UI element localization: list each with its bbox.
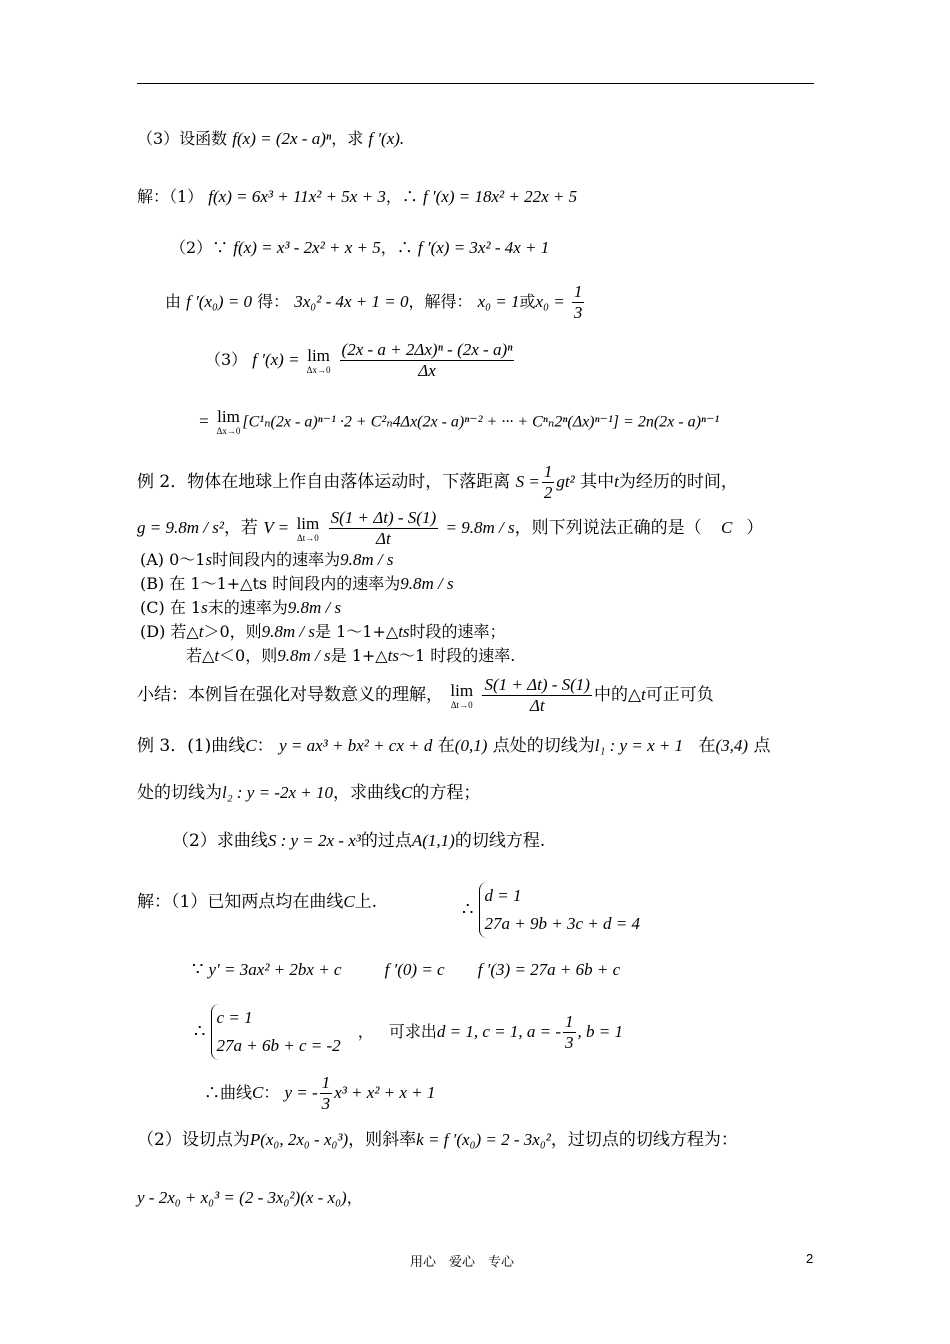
formula: f ′(0) = c (384, 960, 445, 979)
limit-operator (217, 408, 241, 436)
equation: c = 1 (216, 1008, 253, 1027)
formula: t (614, 472, 619, 491)
example-3-line-2 (137, 781, 480, 805)
summary-line (137, 675, 714, 716)
formula: (0,1) (454, 736, 488, 755)
formula: C (343, 892, 355, 911)
formula: , b = 1 (577, 1022, 623, 1041)
formula: f(x) = (2x - a)ⁿ (232, 129, 332, 148)
numerator: 1 (573, 282, 583, 301)
formula: y - 2x₀ + x₀³ = (2 - 3x₀²)(x - x₀) (137, 1188, 347, 1207)
fraction (482, 675, 591, 716)
fraction (329, 508, 438, 549)
page-footer: 用心 爱心 专心 (410, 1255, 515, 1270)
formula: = (198, 411, 210, 431)
example-2-line-2 (137, 508, 763, 549)
formula: ts (387, 646, 399, 665)
curve-result-line (204, 1073, 435, 1114)
text: 的过点 (360, 831, 412, 851)
text: 时间段内的速率为 (212, 550, 341, 569)
system-1 (462, 882, 640, 938)
formula: 9.8m / s (287, 598, 342, 617)
text: 上. (354, 892, 378, 912)
therefore-symbol: ∴ (462, 899, 474, 920)
fraction (572, 282, 585, 323)
formula: x³ + x² + x + 1 (334, 1083, 436, 1102)
fraction (563, 1012, 576, 1053)
lim: lim (307, 345, 330, 365)
option-c (140, 598, 341, 618)
text: 处的切线为 (137, 783, 222, 803)
equation-system (479, 882, 640, 938)
text: 点 (753, 736, 771, 756)
equation: 27a + 9b + 3c + d = 4 (484, 914, 640, 933)
denominator: Δt (376, 529, 391, 548)
lim-subscript: Δx→0 (216, 426, 241, 436)
text: 解：（1）已知两点均在曲线 (137, 892, 344, 912)
problem-3-line (137, 127, 404, 151)
answer: C (721, 518, 733, 537)
numerator: 1 (565, 1011, 574, 1031)
formula: S = (515, 472, 540, 491)
formula: C (252, 1083, 264, 1102)
formula: 9.8m / s (277, 646, 331, 665)
header-rule (137, 83, 814, 84)
formula: s (205, 550, 213, 569)
equation: 27a + 6b + c = -2 (216, 1036, 341, 1055)
numerator: 1 (543, 462, 553, 481)
tangent-equation-line (137, 1186, 363, 1210)
fraction (320, 1073, 333, 1114)
denominator: Δx (418, 361, 436, 380)
numerator: (2x - a + 2Δx)ⁿ - (2x - a)ⁿ (341, 340, 513, 359)
text: ，若 (223, 518, 258, 538)
formula: 9.8m / s (400, 574, 454, 593)
lim: lim (296, 513, 320, 533)
formula: g = 9.8m / s² (137, 518, 224, 537)
formula: y = ax³ + bx² + cx + d (279, 736, 433, 755)
text: ，∴ (385, 187, 418, 206)
text: （2）设切点为 (137, 1130, 250, 1150)
formula: k = f ′(x₀) = 2 - 3x₀² (416, 1130, 551, 1149)
text: ＜0，则 (219, 646, 278, 665)
example-3-line-1 (137, 734, 771, 758)
text: 解：（1） (137, 187, 204, 206)
formula: f ′(x). (368, 129, 405, 148)
formula: C (245, 736, 257, 755)
formula: l₂ : y = -2x + 10 (222, 783, 333, 802)
formula: f ′(x) = 18x² + 22x + 5 (422, 187, 578, 206)
text: ： (256, 736, 274, 756)
text: 为经历的时间， (618, 472, 738, 492)
text: 由 (165, 292, 182, 311)
formula: C (401, 783, 413, 802)
lim-subscript: Δt→0 (450, 699, 473, 710)
text: （3） (205, 350, 248, 369)
formula: f ′(x) = (252, 350, 300, 369)
formula: gt² (556, 472, 575, 491)
numerator: S(1 + Δt) - S(1) (330, 508, 437, 527)
option-a (140, 550, 394, 570)
fraction (542, 462, 555, 503)
formula: s (201, 598, 208, 617)
text: (D) 若△ (140, 622, 199, 641)
text: 其中 (580, 472, 615, 492)
example-2-line-1 (137, 462, 738, 503)
formula: S : y = 2x - x³ (267, 831, 361, 850)
text: ， (357, 1022, 374, 1041)
text: ，则斜率 (348, 1130, 417, 1150)
formula: x₀ = 1 (477, 292, 520, 311)
text: (C) 在 1 (140, 598, 202, 617)
solution-1-line (137, 185, 577, 209)
formula: y = - (284, 1083, 318, 1102)
text: ，过切点的切线方程为： (550, 1130, 738, 1150)
formula: f ′(x₀) = 0 (186, 292, 253, 311)
text: ） (746, 518, 764, 538)
lim: lim (217, 407, 240, 426)
numerator: S(1 + Δt) - S(1) (484, 675, 590, 694)
text: ，求 (331, 129, 364, 148)
text: （2）∵ (170, 238, 229, 257)
formula: 9.8m / s (340, 550, 394, 569)
text: 时段的速率； (409, 622, 506, 641)
text: 得： (257, 292, 290, 311)
formula: d = 1, c = 1, a = - (436, 1022, 562, 1041)
formula: A(1,1) (411, 831, 455, 850)
denominator: Δt (529, 696, 545, 715)
formula: t (198, 622, 204, 641)
solution-3-expansion-line (198, 408, 719, 436)
text: 在 (437, 736, 455, 756)
page-number: 2 (806, 1251, 814, 1266)
formula: 9.8m / s (261, 622, 316, 641)
text: 的切线方程. (454, 831, 546, 851)
text: ＞0，则 (203, 622, 262, 641)
therefore-symbol: ∴ (194, 1021, 206, 1042)
text: 点处的切线为 (492, 736, 595, 756)
option-d-continued (186, 646, 515, 666)
text: 在 (698, 736, 716, 756)
system-2-line (194, 1004, 623, 1060)
text: (B) 在 1～1+△ts 时间段内的速率为 (140, 574, 401, 593)
formula: = 9.8m / s (445, 518, 515, 537)
text: 若△ (186, 646, 215, 665)
text: ，求曲线 (333, 783, 401, 803)
lim-subscript: Δx→0 (306, 364, 331, 375)
text: （2）求曲线 (172, 831, 268, 851)
denominator: 3 (573, 303, 583, 322)
lim-subscript: Δt→0 (297, 532, 319, 543)
formula: f ′(3) = 27a + 6b + c (477, 960, 621, 979)
text: 是 1～1+△ (315, 622, 399, 641)
limit-operator (450, 682, 473, 710)
text: 中的△ (593, 685, 642, 705)
text: 小结：本例旨在强化对导数意义的理解， (137, 685, 443, 705)
text: （3）设函数 (137, 129, 228, 148)
formula: P(x₀, 2x₀ - x₀³) (249, 1130, 349, 1149)
solution-2-roots-line (165, 282, 586, 323)
solution-2-line (170, 236, 549, 260)
formula: [C¹ₙ(2x - a)ⁿ⁻¹ ·2 + C²ₙ4Δx(2x - a)ⁿ⁻² + ··· + Cⁿₙ2ⁿ(Δx)ⁿ⁻¹] = 2n(2x - a)ⁿ⁻¹ (242, 413, 720, 431)
numerator: 1 (321, 1073, 331, 1092)
formula: x₀ = (535, 292, 565, 311)
limit-operator (307, 347, 331, 375)
because-symbol: ∵ (192, 959, 204, 980)
formula: (3,4) (715, 736, 749, 755)
text: 是 1+△ (330, 646, 388, 665)
text: 可求出 (388, 1022, 437, 1041)
equation-system (211, 1004, 341, 1060)
text: ，∴ (380, 238, 413, 257)
denominator: 2 (543, 483, 553, 502)
formula: f(x) = 6x³ + 11x² + 5x + 3 (208, 187, 386, 206)
lim: lim (450, 680, 474, 700)
text: ，解得： (408, 292, 473, 311)
text: ， (346, 1188, 363, 1207)
formula: t (641, 685, 646, 704)
formula: 3x₀² - 4x + 1 = 0 (294, 292, 409, 311)
equation: d = 1 (484, 886, 522, 905)
option-b (140, 574, 454, 594)
text: ∴曲线 (204, 1083, 253, 1102)
text: ： (263, 1083, 280, 1102)
part-2-solution-line (137, 1128, 738, 1152)
example-3-solution-line (137, 890, 377, 914)
fraction (340, 340, 515, 381)
text: 或 (519, 292, 536, 311)
formula: f ′(x) = 3x² - 4x + 1 (417, 238, 550, 257)
text: 例 3．(1)曲线 (137, 736, 246, 756)
formula: t (214, 646, 220, 665)
denominator: 3 (565, 1032, 574, 1052)
formula: f(x) = x³ - 2x² + x + 5 (233, 238, 381, 257)
formula: y′ = 3ax² + 2bx + c (208, 960, 342, 979)
formula: V = (263, 518, 290, 537)
text: ，则下列说法正确的是（ (514, 518, 702, 538)
solution-3-limit-line (205, 340, 516, 381)
text: 末的速率为 (207, 598, 288, 617)
derivative-line (192, 958, 620, 982)
text: 例 2．物体在地球上作自由落体运动时，下落距离 (137, 472, 511, 492)
denominator: 3 (321, 1094, 331, 1113)
formula: ts (398, 622, 410, 641)
text: (A) 0～1 (140, 550, 206, 569)
example-3-part-2 (172, 829, 545, 853)
formula: l₁ : y = x + 1 (594, 736, 684, 755)
text: ～1 时段的速率. (398, 646, 516, 665)
option-d (140, 622, 506, 642)
text: 的方程； (412, 783, 481, 803)
limit-operator (297, 515, 320, 543)
text: 可正可负 (645, 685, 714, 705)
